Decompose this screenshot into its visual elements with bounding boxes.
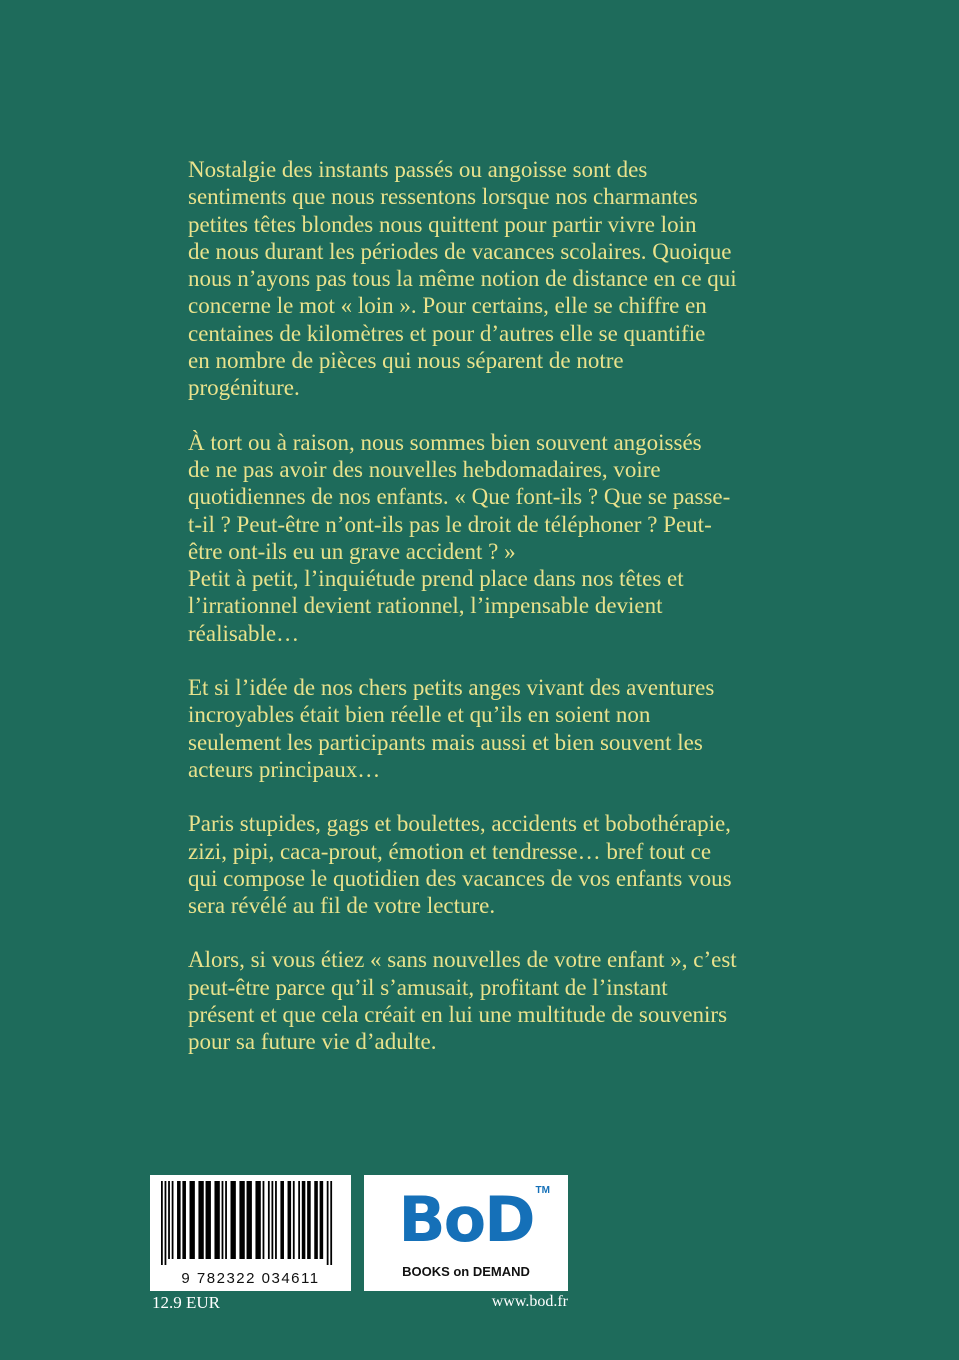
barcode-bar xyxy=(268,1181,270,1259)
barcode-bar xyxy=(190,1181,195,1259)
barcode-bar xyxy=(247,1181,252,1259)
blurb-line: À tort ou à raison, nous sommes bien souvent angoissés xyxy=(188,429,702,455)
barcode-bar xyxy=(327,1181,329,1265)
blurb-paragraph-6 xyxy=(188,946,772,1055)
blurb-line: réalisable… xyxy=(188,620,300,646)
barcode-bar xyxy=(307,1181,311,1259)
blurb-line: peut-être parce qu’il s’amusait, profitant de l’instant xyxy=(188,974,668,1000)
barcode-bar xyxy=(214,1181,219,1259)
blurb-paragraph-1 xyxy=(188,156,772,402)
barcode-bar xyxy=(206,1181,211,1259)
barcode-bar xyxy=(239,1181,244,1259)
barcode-bar xyxy=(271,1181,273,1259)
blurb-line: t-il ? Peut-être n’ont-ils pas le droit de téléphoner ? Peut- xyxy=(188,511,712,537)
blurb-line: Paris stupides, gags et boulettes, accidents et bobothérapie, xyxy=(188,811,731,837)
barcode-bar xyxy=(222,1181,224,1259)
blurb-line: concerne le mot « loin ». Pour certains, elle se chiffre en xyxy=(188,293,707,319)
barcode-bar xyxy=(263,1181,265,1259)
blurb-line: petites têtes blondes nous quittent pour partir vivre loin xyxy=(188,211,697,237)
price: 12.9 EUR xyxy=(152,1293,220,1312)
barcode-bar xyxy=(314,1181,318,1259)
blurb-line: de nous durant les périodes de vacances scolaires. Quoique xyxy=(188,238,732,264)
publisher-logo xyxy=(364,1175,568,1291)
blurb-line: progéniture. xyxy=(188,375,300,401)
trademark-mark: TM xyxy=(535,1185,550,1196)
blurb-line: Nostalgie des instants passés ou angoisse sont des xyxy=(188,157,648,182)
barcode-bar xyxy=(275,1181,277,1259)
blurb-line: zizi, pipi, caca-prout, émotion et tendresse… bref tout ce xyxy=(188,838,712,864)
barcode-bar xyxy=(161,1181,163,1265)
blurb-line: en nombre de pièces qui nous séparent de notre xyxy=(188,348,624,374)
blurb-line: Et si l’idée de nos chers petits anges vivant des aventures xyxy=(188,675,715,701)
blurb-line: nous n’ayons pas tous la même notion de distance en ce qui xyxy=(188,266,737,292)
blurb-line: qui compose le quotidien des vacances de vos enfants vous xyxy=(188,865,732,891)
blurb-line: l’irrationnel devient rationnel, l’impensable devient xyxy=(188,593,663,619)
blurb-line: acteurs principaux… xyxy=(188,756,381,782)
barcode-bar xyxy=(320,1181,324,1259)
blurb-line: présent et que cela créait en lui une multitude de souvenirs xyxy=(188,1002,728,1028)
blurb-line: sera révélé au fil de votre lecture. xyxy=(188,893,496,919)
blurb-line: incroyables était bien réelle et qu’ils en soient non xyxy=(188,702,651,728)
blurb-line: seulement les participants mais aussi et bien souvent les xyxy=(188,729,703,755)
blurb-line: quotidiennes de nos enfants. « Que font-ils ? Que se passe- xyxy=(188,484,731,510)
barcode-bar xyxy=(165,1181,167,1265)
barcode-bar xyxy=(298,1181,300,1259)
blurb-line: centaines de kilomètres et pour d’autres elle se quantifie xyxy=(188,320,706,346)
barcode-bar xyxy=(255,1181,260,1259)
barcode-bar xyxy=(168,1181,170,1259)
barcode-bar xyxy=(225,1181,227,1259)
blurb-line: de ne pas avoir des nouvelles hebdomadaires, voire xyxy=(188,456,661,482)
barcode-bar xyxy=(198,1181,203,1259)
barcode-bar xyxy=(330,1181,332,1265)
blurb-line: sentiments que nous ressentons lorsque nos charmantes xyxy=(188,184,698,210)
barcode-bar xyxy=(288,1181,292,1259)
barcode-bar xyxy=(172,1181,174,1259)
barcode-bar xyxy=(293,1181,295,1259)
bod-logo-text: BoD xyxy=(398,1183,534,1256)
back-cover-blurb xyxy=(188,156,772,1083)
blurb-line: être ont-ils eu un grave accident ? » xyxy=(188,538,516,564)
blurb-line: Alors, si vous étiez « sans nouvelles de votre enfant », c’est xyxy=(188,947,737,973)
blurb-paragraph-3 xyxy=(188,565,772,647)
barcode-bar xyxy=(302,1181,306,1259)
barcode-bar xyxy=(182,1181,186,1259)
barcode-bar xyxy=(177,1181,181,1259)
barcode-bars xyxy=(161,1181,341,1265)
blurb-paragraph-5 xyxy=(188,810,772,919)
barcode-bar xyxy=(231,1181,236,1259)
blurb-line: pour sa future vie d’adulte. xyxy=(188,1029,437,1055)
publisher-url: www.bod.fr xyxy=(491,1293,568,1310)
blurb-paragraph-2 xyxy=(188,429,772,565)
isbn-barcode xyxy=(150,1175,351,1291)
bod-subtitle: BOOKS on DEMAND xyxy=(402,1264,530,1279)
barcode-number: 9 782322 034611 xyxy=(181,1270,320,1287)
blurb-line: Petit à petit, l’inquiétude prend place dans nos têtes et xyxy=(188,566,684,592)
barcode-bar xyxy=(280,1181,284,1259)
blurb-paragraph-4 xyxy=(188,674,772,783)
